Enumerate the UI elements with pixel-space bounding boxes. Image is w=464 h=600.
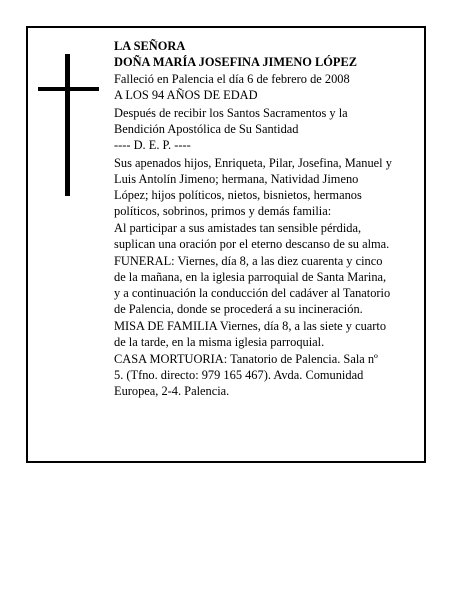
funeral-line: FUNERAL: Viernes, día 8, a las diez cuarenta y cinco [114, 254, 383, 268]
cross-icon [65, 54, 70, 196]
mass-line: MISA DE FAMILIA Viernes, día 8, a las siete y cuarto [114, 319, 387, 333]
cross-icon-bar [38, 87, 99, 91]
family-line: Sus apenados hijos, Enriqueta, Pilar, Josefina, Manuel y [114, 156, 392, 170]
obituary-text [114, 38, 424, 399]
family-line: Luis Antolín Jimeno; hermana, Natividad Jimeno [114, 172, 359, 186]
mortuary-line: Europea, 2-4. Palencia. [114, 384, 230, 398]
family-line: López; hijos políticos, nietos, bisnietos, hermanos [114, 188, 362, 202]
funeral-line: de Palencia, donde se procederá a su incineración. [114, 302, 363, 316]
age-line: A LOS 94 AÑOS DE EDAD [114, 88, 258, 102]
sacraments-line-1: Después de recibir los Santos Sacramentos y la [114, 106, 348, 120]
deceased-name: DOÑA MARÍA JOSEFINA JIMENO LÓPEZ [114, 55, 358, 69]
request-line: suplican una oración por el eterno descanso de su alma. [114, 237, 390, 251]
funeral-line: de la mañana, en la iglesia parroquial de Santa Marina, [114, 270, 387, 284]
dep-line: ---- D. E. P. ---- [114, 138, 191, 152]
death-note: Falleció en Palencia el día 6 de febrero de 2008 [114, 72, 350, 86]
mortuary-line: 5. (Tfno. directo: 979 165 467). Avda. Comunidad [114, 368, 364, 382]
sacraments-line-2: Bendición Apostólica de Su Santidad [114, 122, 299, 136]
mortuary-line: CASA MORTUORIA: Tanatorio de Palencia. Sala nº [114, 352, 378, 366]
family-line: políticos, sobrinos, primos y demás familia: [114, 204, 332, 218]
funeral-line: y a continuación la conducción del cadáver al Tanatorio [114, 286, 391, 300]
request-line: Al participar a sus amistades tan sensible pérdida, [114, 221, 362, 235]
heading-line-1: LA SEÑORA [114, 39, 186, 53]
mass-line: de la tarde, en la misma iglesia parroquial. [114, 335, 325, 349]
